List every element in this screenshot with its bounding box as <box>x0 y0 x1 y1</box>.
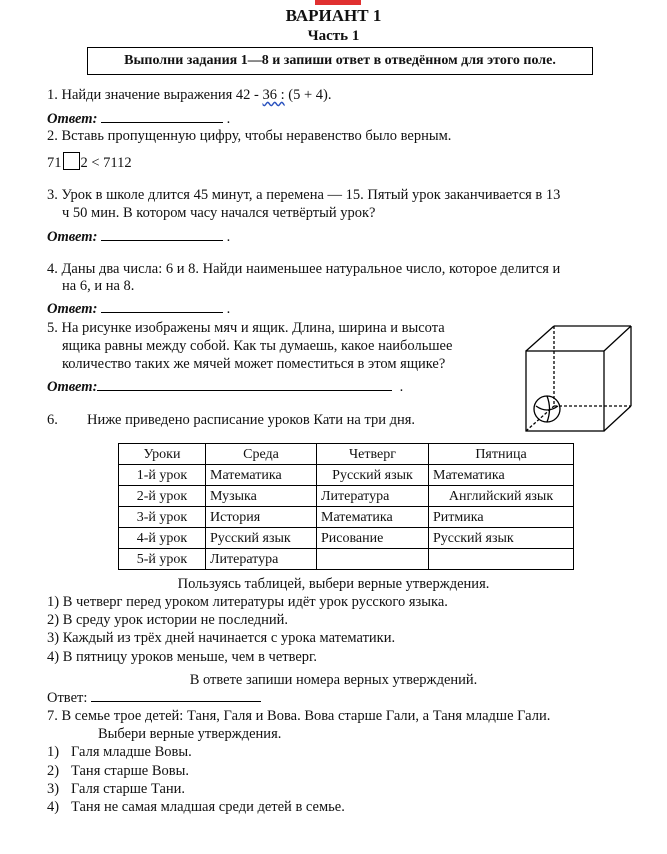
answer-line-6 <box>47 689 261 707</box>
table-header: Пятница <box>429 444 574 465</box>
answer-blank[interactable] <box>101 300 223 313</box>
answer-label: Ответ: <box>47 301 98 317</box>
answer-blank[interactable] <box>101 228 223 241</box>
task-4-line2: на 6, и на 8. <box>62 278 135 294</box>
answer-label: Ответ: <box>47 229 98 245</box>
table-cell: Рисование <box>317 528 429 549</box>
task-6-statement-4: 4) В пятницу уроков меньше, чем в четверг. <box>47 649 317 665</box>
table-cell: 3-й урок <box>119 507 206 528</box>
inequality-left: 71 <box>47 155 62 171</box>
task-1-prefix: 1. Найди значение выражения 42 - <box>47 87 263 103</box>
task-7-statement-2 <box>47 762 189 780</box>
table-cell: 2-й урок <box>119 486 206 507</box>
task-5-line3: количество таких же мячей может поместиться в этом ящике? <box>62 356 446 372</box>
task-2-text: 2. Вставь пропущенную цифру, чтобы неравенство было верным. <box>47 128 452 144</box>
table-row <box>119 549 574 570</box>
table-cell: Русский язык <box>317 465 429 486</box>
statement-text: Галя младше Вовы. <box>71 744 192 760</box>
table-cell: Музыка <box>206 486 317 507</box>
table-cell: Литература <box>317 486 429 507</box>
table-row <box>119 528 574 549</box>
table-cell: 1-й урок <box>119 465 206 486</box>
task-2-inequality <box>47 152 132 172</box>
table-cell: Ритмика <box>429 507 574 528</box>
answer-blank[interactable] <box>97 378 392 391</box>
answer-line-3: Ответ: . <box>47 229 231 245</box>
task-5-line2: ящика равны между собой. Как ты думаешь, какое наибольшее <box>62 338 453 354</box>
statement-text: Таня не самая младшая среди детей в семье. <box>71 799 345 815</box>
task-6-answer-note: В ответе запиши номера верных утверждений. <box>189 672 478 688</box>
answer-blank[interactable] <box>101 110 223 123</box>
variant-title: ВАРИАНТ 1 <box>285 6 382 25</box>
task-3-line2: ч 50 мин. В котором часу начался четвёртый урок? <box>62 205 376 221</box>
answer-label: Ответ: <box>47 690 88 706</box>
table-cell <box>429 549 574 570</box>
statement-number: 2) <box>47 763 60 779</box>
statement-number: 1) <box>47 744 60 760</box>
task-6-statement-3: 3) Каждый из трёх дней начинается с урока математики. <box>47 630 396 646</box>
table-cell: 4-й урок <box>119 528 206 549</box>
table-cell: Математика <box>429 465 574 486</box>
answer-line-4: Ответ: . <box>47 301 231 317</box>
task-7-statement-1 <box>47 743 192 761</box>
table-cell: Математика <box>317 507 429 528</box>
table-row <box>119 465 574 486</box>
answer-label: Ответ: <box>47 111 98 127</box>
table-header: Уроки <box>119 444 206 465</box>
instruction-box <box>87 47 593 75</box>
task-6-prompt: Пользуясь таблицей, выбери верные утверждения. <box>177 576 490 592</box>
task-5-line1: 5. На рисунке изображены мяч и ящик. Длина, ширина и высота <box>47 320 445 336</box>
task-1 <box>47 86 332 104</box>
table-cell <box>317 549 429 570</box>
task-6-statement-1: 1) В четверг перед уроком литературы идёт урок русского языка. <box>47 594 448 610</box>
task-7-statement-3 <box>47 780 186 798</box>
schedule-table <box>118 443 574 570</box>
table-cell: Английский язык <box>429 486 574 507</box>
table-cell: Русский язык <box>206 528 317 549</box>
table-row <box>119 486 574 507</box>
task-6-number: 6. <box>47 412 58 428</box>
box-with-ball-illustration <box>523 321 635 436</box>
table-cell: Математика <box>206 465 317 486</box>
task-7-line1: 7. В семье трое детей: Таня, Галя и Вова. Вова старше Гали, а Таня младше Гали. <box>47 708 551 724</box>
answer-line-1: Ответ: . <box>47 111 231 127</box>
table-header: Среда <box>206 444 317 465</box>
task-7-line2: Выбери верные утверждения. <box>98 726 282 742</box>
table-cell: История <box>206 507 317 528</box>
missing-digit-box[interactable] <box>63 152 80 170</box>
table-cell: Литература <box>206 549 317 570</box>
answer-line-5: Ответ: . <box>47 379 404 395</box>
inequality-right: 2 < 7112 <box>80 155 132 171</box>
table-cell: Русский язык <box>429 528 574 549</box>
table-header: Четверг <box>317 444 429 465</box>
cube-front-face <box>526 351 604 431</box>
statement-number: 3) <box>47 781 60 797</box>
task-4-line1: 4. Даны два числа: 6 и 8. Найди наименьшее натуральное число, которое делится и <box>47 261 561 277</box>
part-title: Часть 1 <box>307 28 360 44</box>
task-1-suffix: (5 + 4). <box>284 87 332 103</box>
answer-label: Ответ: <box>47 379 98 395</box>
statement-number: 4) <box>47 799 60 815</box>
task-6-statement-2: 2) В среду урок истории не последний. <box>47 612 288 628</box>
task-6-intro: Ниже приведено расписание уроков Кати на три дня. <box>87 412 416 428</box>
header-red-fragment <box>315 0 361 5</box>
ball-icon <box>534 396 560 422</box>
instruction-text: Выполни задания 1—8 и запиши ответ в отведённом для этого поле. <box>124 53 556 68</box>
table-header-row <box>119 444 574 465</box>
statement-text: Таня старше Вовы. <box>71 763 189 779</box>
table-cell: 5-й урок <box>119 549 206 570</box>
table-row <box>119 507 574 528</box>
task-7-statement-4 <box>47 798 345 816</box>
statement-text: Галя старше Тани. <box>71 781 186 797</box>
task-3-line1: 3. Урок в школе длится 45 минут, а перемена — 15. Пятый урок заканчивается в 13 <box>47 187 561 203</box>
answer-blank[interactable] <box>91 689 261 702</box>
task-1-underlined: 36 : <box>262 87 285 103</box>
